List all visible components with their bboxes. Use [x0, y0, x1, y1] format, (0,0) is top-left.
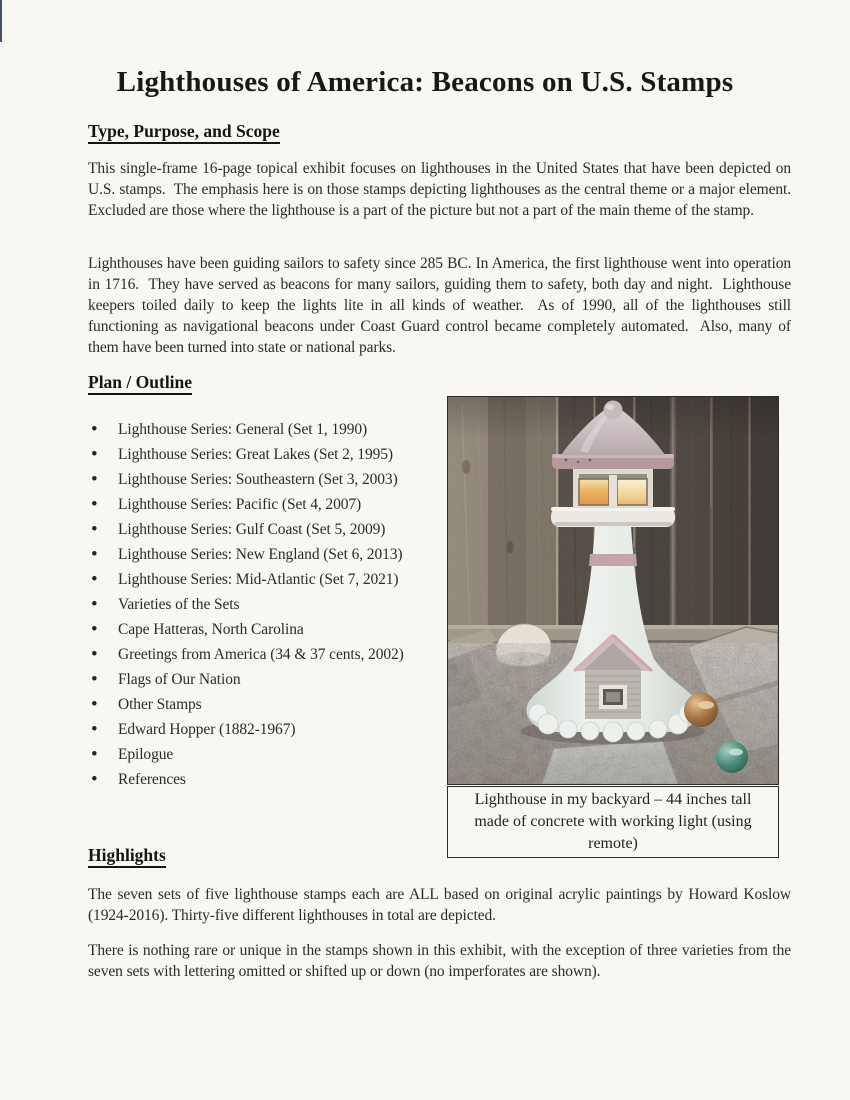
list-item — [88, 642, 448, 667]
bullet-icon: • — [91, 494, 98, 515]
list-item-label: Lighthouse Series: Gulf Coast (Set 5, 2009) — [118, 520, 386, 538]
list-item-label: Lighthouse Series: New England (Set 6, 2013) — [118, 545, 403, 563]
list-item-label: Cape Hatteras, North Carolina — [118, 620, 304, 638]
list-item — [88, 542, 448, 567]
bullet-icon: • — [91, 644, 98, 665]
highlights-paragraph-2: There is nothing rare or unique in the stamps shown in this exhibit, with the exception of three varieties from the seven sets with lettering omitted or shifted up or down (no imperforates are shown). — [88, 942, 795, 980]
bullet-icon: • — [91, 719, 98, 740]
bullet-icon: • — [91, 769, 98, 790]
bullet-icon: • — [91, 519, 98, 540]
list-item — [88, 667, 448, 692]
heading-highlights — [88, 845, 166, 866]
list-item — [88, 467, 448, 492]
photo-caption: Lighthouse in my backyard – 44 inches tall made of concrete with working light (using remote) — [447, 786, 779, 858]
heading-text: Type, Purpose, and Scope — [88, 121, 280, 144]
list-item-label: Lighthouse Series: General (Set 1, 1990) — [118, 420, 368, 438]
bullet-icon: • — [91, 419, 98, 440]
page-title: Lighthouses of America: Beacons on U.S. Stamps — [116, 66, 734, 98]
list-item — [88, 567, 448, 592]
bullet-icon: • — [91, 469, 98, 490]
scan-edge-artifact — [0, 0, 2, 42]
list-item — [88, 692, 448, 717]
plan-outline-list — [88, 417, 448, 792]
list-item — [88, 417, 448, 442]
lighthouse-photo-illustration — [447, 396, 779, 785]
heading-plan-outline — [88, 372, 192, 393]
bullet-icon: • — [91, 594, 98, 615]
bullet-icon: • — [91, 669, 98, 690]
list-item-label: References — [118, 770, 186, 788]
list-item — [88, 767, 448, 792]
list-item-label: Lighthouse Series: Pacific (Set 4, 2007) — [118, 495, 362, 513]
list-item — [88, 592, 448, 617]
list-item-label: Epilogue — [118, 745, 174, 763]
bullet-icon: • — [91, 544, 98, 565]
list-item — [88, 492, 448, 517]
list-item-label: Greetings from America (34 & 37 cents, 2002) — [118, 645, 404, 663]
list-item-label: Edward Hopper (1882-1967) — [118, 720, 296, 738]
list-item — [88, 517, 448, 542]
list-item — [88, 617, 448, 642]
heading-text: Highlights — [88, 845, 166, 868]
list-item-label: Lighthouse Series: Great Lakes (Set 2, 1995) — [118, 445, 393, 463]
backyard-lighthouse-photo — [447, 396, 779, 858]
scope-paragraph-2: Lighthouses have been guiding sailors to safety since 285 BC. In America, the first lighthouse went into operation in 1716. They have served as beacons for many sailors, guiding them to safety, both day and night. Lighthouse keepers toiled daily to keep the lights lite in all kinds of weather. As of 1990, all of the lighthouses still functioning as navigational beacons under Coast Guard control became completely automated. Also, many of them have been turned into state or national parks. — [88, 255, 795, 356]
scope-paragraph-1: This single-frame 16-page topical exhibit focuses on lighthouses in the United States that have been depicted on U.S. stamps. The emphasis here is on those stamps depicting lighthouses as the central theme or a major element. Excluded are those where the lighthouse is a part of the picture but not a part of the main theme of the stamp. — [88, 160, 799, 219]
bullet-icon: • — [91, 569, 98, 590]
list-item-label: Varieties of the Sets — [118, 595, 240, 613]
heading-type-purpose-scope — [88, 121, 280, 142]
list-item — [88, 717, 448, 742]
list-item-label: Lighthouse Series: Mid-Atlantic (Set 7, 2021) — [118, 570, 399, 588]
highlights-paragraph-1: The seven sets of five lighthouse stamps each are ALL based on original acrylic paintings by Howard Koslow (1924-2016). Thirty-five different lighthouses in total are depicted. — [88, 886, 795, 924]
bullet-icon: • — [91, 619, 98, 640]
list-item — [88, 442, 448, 467]
list-item-label: Flags of Our Nation — [118, 670, 241, 688]
list-item-label: Other Stamps — [118, 695, 202, 713]
bullet-icon: • — [91, 744, 98, 765]
list-item-label: Lighthouse Series: Southeastern (Set 3, 2003) — [118, 470, 398, 488]
heading-text: Plan / Outline — [88, 372, 192, 395]
bullet-icon: • — [91, 444, 98, 465]
bullet-icon: • — [91, 694, 98, 715]
list-item — [88, 742, 448, 767]
